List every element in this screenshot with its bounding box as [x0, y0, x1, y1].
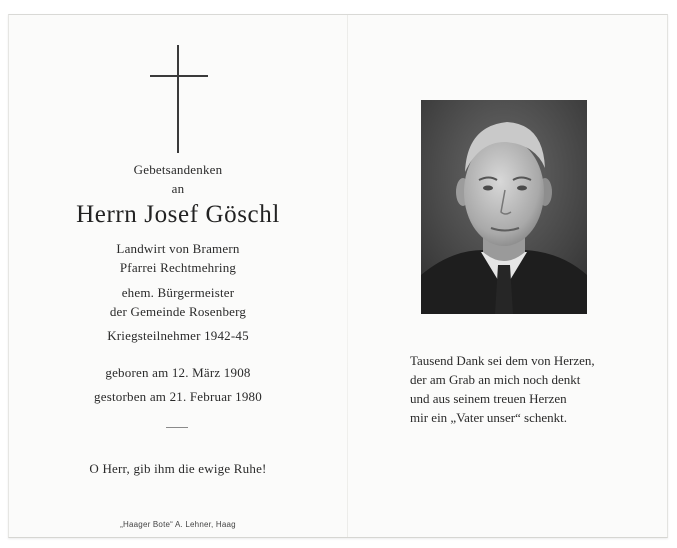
verse-line-3: und aus seinem treuen Herzen — [410, 391, 567, 406]
verse-line-4: mir ein „Vater unser“ schenkt. — [410, 410, 568, 425]
left-page — [9, 15, 347, 537]
card-heading: Gebetsandenken — [133, 162, 223, 177]
verse-line-2: der am Grab an mich noch denkt — [410, 372, 581, 387]
separator-rule — [166, 427, 188, 428]
parish: Pfarrei Rechtmehring — [119, 260, 237, 275]
office-title: ehem. Bürgermeister — [121, 285, 235, 300]
office-municipality: der Gemeinde Rosenberg — [109, 304, 247, 319]
printer-imprint: „Haager Bote“ A. Lehner, Haag — [120, 520, 236, 529]
preposition: an — [171, 181, 185, 196]
latin-cross-icon — [150, 45, 208, 153]
birth-date: geboren am 12. März 1908 — [105, 365, 251, 380]
portrait-photo — [421, 100, 587, 314]
death-date: gestorben am 21. Februar 1980 — [94, 389, 262, 404]
occupation: Landwirt von Bramern — [116, 241, 240, 256]
memorial-card — [8, 14, 668, 538]
prayer-line: O Herr, gib ihm die ewige Ruhe! — [89, 461, 267, 476]
right-page — [348, 15, 667, 537]
war-service: Kriegsteilnehmer 1942-45 — [107, 328, 249, 343]
verse-line-1: Tausend Dank sei dem von Herzen, — [410, 353, 595, 368]
deceased-name: Herrn Josef Göschl — [76, 201, 280, 228]
